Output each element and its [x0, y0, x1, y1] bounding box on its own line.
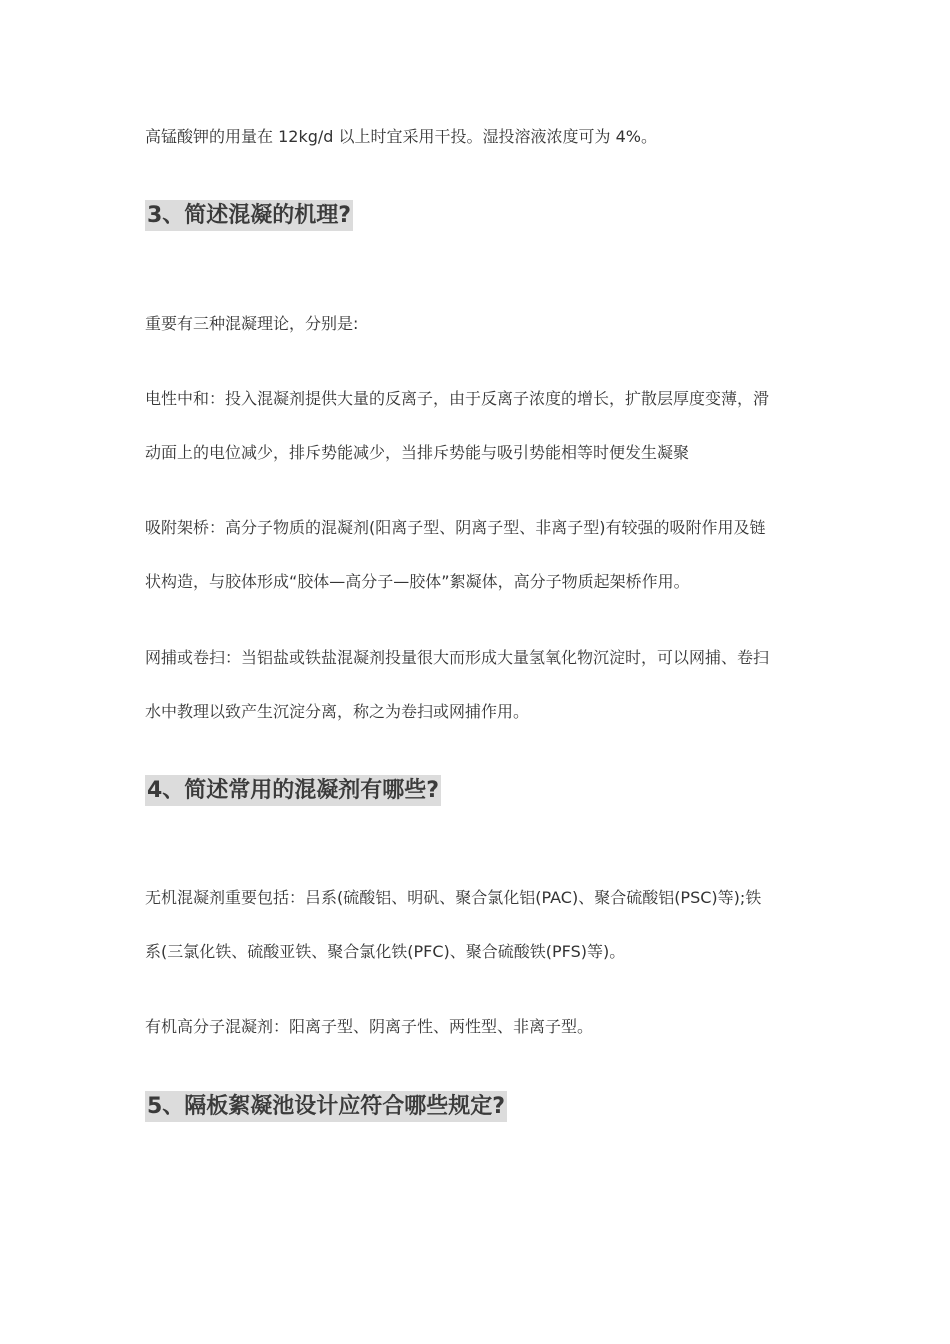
- paragraph-inorganic-coagulants-line1: 无机混凝剂重要包括：吕系(硫酸铝、明矾、聚合氯化铝(PAC)、聚合硫酸铝(PSC)等);铁: [145, 888, 762, 907]
- paragraph-adsorption-bridging-line2: 状构造，与胶体形成“胶体—高分子—胶体”絮凝体，高分子物质起架桥作用。: [145, 572, 690, 591]
- paragraph-charge-neutralization-line2: 动面上的电位减少，排斥势能减少，当排斥势能与吸引势能相等时便发生凝聚: [145, 443, 690, 462]
- heading-coagulation-mechanism: 3、简述混凝的机理?: [145, 200, 353, 231]
- paragraph-organic-coagulants: 有机高分子混凝剂：阳离子型、阴离子性、两性型、非离子型。: [145, 1017, 594, 1036]
- paragraph-sweep-flocculation-line1: 网捕或卷扫：当铝盐或铁盐混凝剂投量很大而形成大量氢氧化物沉淀时，可以网捕、卷扫: [145, 648, 770, 667]
- paragraph-adsorption-bridging-line1: 吸附架桥：高分子物质的混凝剂(阳离子型、阴离子型、非离子型)有较强的吸附作用及链: [145, 518, 766, 537]
- paragraph-charge-neutralization-line1: 电性中和：投入混凝剂提供大量的反离子，由于反离子浓度的增长，扩散层厚度变薄，滑: [145, 389, 770, 408]
- paragraph-inorganic-coagulants-line2: 系(三氯化铁、硫酸亚铁、聚合氯化铁(PFC)、聚合硫酸铁(PFS)等)。: [145, 942, 626, 961]
- paragraph-intro: 重要有三种混凝理论，分别是:: [145, 314, 359, 333]
- paragraph-dosing: 高锰酸钾的用量在 12kg/d 以上时宜采用干投。湿投溶液浓度可为 4%。: [145, 127, 657, 146]
- heading-common-coagulants: 4、简述常用的混凝剂有哪些?: [145, 775, 441, 806]
- heading-baffle-flocculation-tank: 5、隔板絮凝池设计应符合哪些规定?: [145, 1091, 507, 1122]
- paragraph-sweep-flocculation-line2: 水中教理以致产生沉淀分离，称之为卷扫或网捕作用。: [145, 702, 530, 721]
